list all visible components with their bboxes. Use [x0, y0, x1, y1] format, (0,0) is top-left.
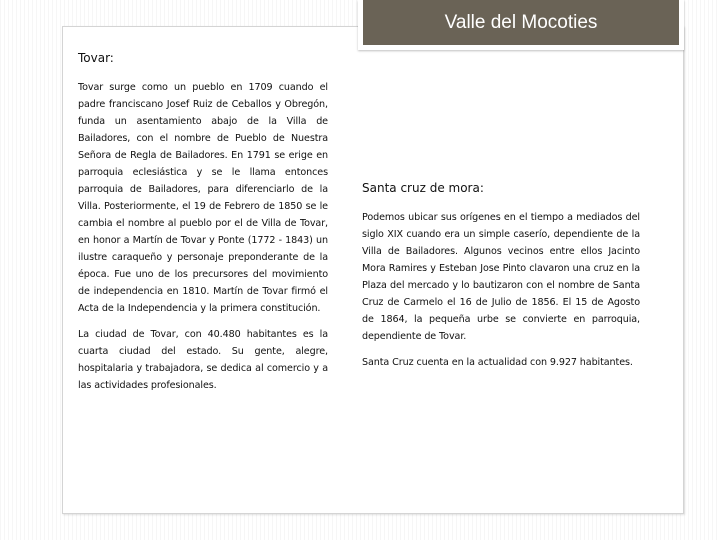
tovar-section: [78, 50, 328, 403]
santa-cruz-history-paragraph: Podemos ubicar sus orígenes en el tiempo a mediados del siglo XIX cuando era un simple caserío, dependiente de la Villa de Bailadores. Algunos vecinos entre ellos Jacinto Mora Ramires y Esteban Jose Pinto clavaron una cruz en la Plaza del mercado y lo bautizaron con el nombre de Santa Cruz de Carmelo el 16 de Julio de 1856. El 15 de Agosto de 1864, la pequeña urbe se convierte en parroquia, dependiente de Tovar.: [362, 212, 640, 342]
tovar-population-paragraph: La ciudad de Tovar, con 40.480 habitantes es la cuarta ciudad del estado. Su gente, alegre, hospitalaria y trabajadora, se dedica al comercio y a las actividades profesionales.: [78, 329, 328, 391]
santa-cruz-section: [362, 180, 640, 380]
tovar-history-paragraph: Tovar surge como un pueblo en 1709 cuando el padre franciscano Josef Ruiz de Ceballos y Obregón, funda un asentamiento abajo de la Villa de Bailadores, con el nombre de Pueblo de Nuestra Señora de Regla de Bailadores. En 1791 se erige en parroquia eclesiástica y se le llama entonces parroquia de Bailadores, para diferenciarlo de la Villa. Posteriormente, el 19 de Febrero de 1850 se le cambia el nombre al pueblo por el de Villa de Tovar, en honor a Martín de Tovar y Ponte (1772 - 1843) un ilustre caraqueño y personaje preponderante de la época. Fue uno de los precursores del movimiento de independencia en 1810. Martín de Tovar firmó el Acta de la Independencia y la primera constitución.: [78, 82, 328, 314]
tovar-heading: Tovar:: [78, 51, 114, 65]
title-banner: [358, 0, 684, 50]
santa-cruz-population-paragraph: Santa Cruz cuenta en la actualidad con 9.927 habitantes.: [362, 357, 633, 368]
slide-title: Valle del Mocoties: [444, 11, 598, 33]
santa-cruz-heading: Santa cruz de mora:: [362, 181, 484, 195]
